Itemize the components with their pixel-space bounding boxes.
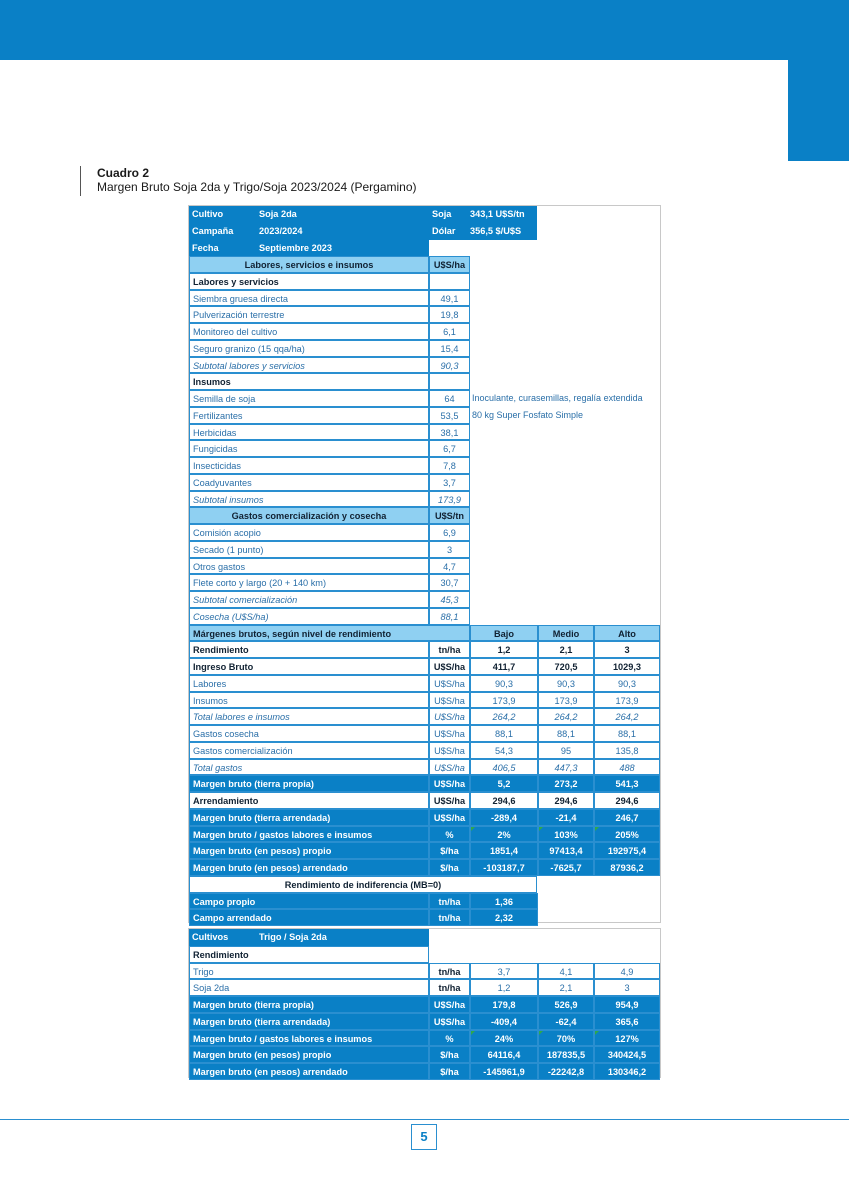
trigo-row-value: 365,6 [594,1013,660,1030]
cell-comment-marker [539,1031,543,1035]
insumos-row-label: Semilla de soja [189,390,429,407]
margenes-row-value: 95 [538,742,594,759]
cell-comment-marker [471,827,475,831]
cultivo-label: Cultivo [189,206,256,223]
trigo-row-label: Margen bruto (en pesos) propio [189,1046,429,1063]
margenes-row-unit: U$S/ha [429,708,470,725]
margenes-row-unit: U$S/ha [429,809,470,826]
margenes-row-value: 97413,4 [538,842,594,859]
margenes-row-value: 1,2 [470,641,538,658]
margenes-row-value: -21,4 [538,809,594,826]
insumos-row-label: Coadyuvantes [189,474,429,491]
cosecha-label: Cosecha (U$S/ha) [189,608,429,625]
trigo-row-value: 64116,4 [470,1046,538,1063]
trigo-row-unit: U$S/ha [429,996,470,1013]
comercializacion-row-label: Otros gastos [189,558,429,575]
trigo-row-unit: % [429,1030,470,1047]
margenes-row-value: 54,3 [470,742,538,759]
campana-value: 2023/2024 [256,223,429,240]
margenes-row-unit: % [429,826,470,843]
margenes-row-label: Total labores e insumos [189,708,429,725]
margenes-row-label: Ingreso Bruto [189,658,429,675]
margenes-row-value: 90,3 [594,675,660,692]
fecha-label: Fecha [189,240,256,256]
comercializacion-row-label: Secado (1 punto) [189,541,429,558]
margenes-row-value: -7625,7 [538,859,594,876]
insumos-row-note: 80 kg Super Fosfato Simple [472,409,584,420]
trigo-row-value: 179,8 [470,996,538,1013]
cell-comment-marker [595,827,599,831]
margenes-row-label: Margen bruto / gastos labores e insumos [189,826,429,843]
fecha-value: Septiembre 2023 [256,240,429,256]
top-banner [0,0,849,60]
soja-label: Soja [429,206,470,223]
comercializacion-row-value: 6,9 [429,524,470,541]
margenes-column-header: Medio [538,625,594,642]
margenes-row-unit: U$S/ha [429,775,470,792]
subtotal-comercializacion-value: 45,3 [429,591,470,608]
insumos-row-label: Fertilizantes [189,407,429,424]
margenes-row-label: Arrendamiento [189,792,429,809]
trigo-row-value: -145961,9 [470,1063,538,1080]
cell-comment-marker [539,827,543,831]
indiferencia-row-label: Campo arrendado [189,909,429,926]
margenes-row-unit: U$S/ha [429,725,470,742]
trigo-row-unit: $/ha [429,1063,470,1080]
trigo-row-value: -22242,8 [538,1063,594,1080]
trigo-row-value: -62,4 [538,1013,594,1030]
trigo-row-label: Margen bruto (en pesos) arrendado [189,1063,429,1080]
margenes-row-value: 103% [538,826,594,843]
labores-row-value: 15,4 [429,340,470,357]
trigo-row-value: 3,7 [470,963,538,980]
insumos-row-value: 7,8 [429,457,470,474]
margenes-row-unit: U$S/ha [429,759,470,776]
margenes-row-label: Margen bruto (en pesos) propio [189,842,429,859]
margenes-row-value: 264,2 [470,708,538,725]
margenes-row-value: 88,1 [470,725,538,742]
indiferencia-row-unit: tn/ha [429,893,470,910]
margenes-row-unit: U$S/ha [429,658,470,675]
campana-label: Campaña [189,223,256,240]
margenes-row-value: 294,6 [470,792,538,809]
rendimiento-label: Rendimiento [189,946,429,963]
side-tab [788,60,849,161]
margenes-row-label: Insumos [189,692,429,709]
trigo-row-value: 2,1 [538,979,594,996]
trigo-row-label: Margen bruto (tierra propia) [189,996,429,1013]
indiferencia-row-value: 2,32 [470,909,538,926]
trigo-row-value: 954,9 [594,996,660,1013]
margenes-row-value: 1851,4 [470,842,538,859]
insumos-row-label: Insecticidas [189,457,429,474]
subtotal-labores-label: Subtotal labores y servicios [189,357,429,374]
cultivos-label: Cultivos [189,929,256,946]
labores-subhead-blank [429,273,470,290]
margenes-row-value: 720,5 [538,658,594,675]
margenes-row-unit: U$S/ha [429,692,470,709]
soja-value: 343,1 U$S/tn [470,206,537,223]
comercializacion-row-value: 30,7 [429,574,470,591]
labores-row-value: 49,1 [429,290,470,307]
labores-subhead: Labores y servicios [189,273,429,290]
trigo-row-unit: U$S/ha [429,1013,470,1030]
margenes-row-value: -103187,7 [470,859,538,876]
margenes-row-value: 541,3 [594,775,660,792]
comercializacion-title: Gastos comercialización y cosecha [189,507,429,524]
margenes-row-unit: $/ha [429,859,470,876]
margenes-row-value: 135,8 [594,742,660,759]
footer-line [0,1119,849,1120]
margenes-row-value: 294,6 [538,792,594,809]
margenes-row-value: 88,1 [594,725,660,742]
margenes-row-value: 246,7 [594,809,660,826]
margenes-row-value: 87936,2 [594,859,660,876]
cultivos-value: Trigo / Soja 2da [256,929,429,946]
indiferencia-title: Rendimiento de indiferencia (MB=0) [189,876,537,893]
margenes-row-unit: U$S/ha [429,675,470,692]
insumos-row-value: 64 [429,390,470,407]
cosecha-value: 88,1 [429,608,470,625]
comercializacion-row-label: Flete corto y largo (20 + 140 km) [189,574,429,591]
subtotal-insumos-label: Subtotal insumos [189,491,429,508]
margenes-row-value: 5,2 [470,775,538,792]
margenes-row-value: 406,5 [470,759,538,776]
margenes-row-label: Total gastos [189,759,429,776]
comercializacion-row-label: Comisión acopio [189,524,429,541]
margenes-row-value: 264,2 [594,708,660,725]
trigo-row-label: Margen bruto / gastos labores e insumos [189,1030,429,1047]
trigo-row-value: 187835,5 [538,1046,594,1063]
insumos-subhead-blank [429,373,470,390]
cell-comment-marker [471,1031,475,1035]
table-caption [80,166,417,196]
insumos-row-label: Fungicidas [189,440,429,457]
margenes-row-label: Margen bruto (tierra arrendada) [189,809,429,826]
comercializacion-row-value: 3 [429,541,470,558]
labores-section-unit: U$S/ha [429,256,470,273]
margenes-row-value: 294,6 [594,792,660,809]
trigo-row-value: 340424,5 [594,1046,660,1063]
margenes-row-value: 1029,3 [594,658,660,675]
labores-row-value: 6,1 [429,323,470,340]
margenes-row-unit: tn/ha [429,641,470,658]
comercializacion-unit: U$S/tn [429,507,470,524]
margenes-row-value: 205% [594,826,660,843]
indiferencia-row-value: 1,36 [470,893,538,910]
insumos-row-value: 6,7 [429,440,470,457]
caption-title: Cuadro 2 [97,166,150,180]
trigo-row-value: 1,2 [470,979,538,996]
margenes-row-label: Labores [189,675,429,692]
margenes-row-value: 2,1 [538,641,594,658]
margenes-row-label: Gastos comercialización [189,742,429,759]
trigo-row-value: 127% [594,1030,660,1047]
trigo-row-value: 130346,2 [594,1063,660,1080]
cultivo-value: Soja 2da [256,206,429,223]
insumos-row-label: Herbicidas [189,424,429,441]
margenes-row-unit: U$S/ha [429,742,470,759]
margenes-row-value: -289,4 [470,809,538,826]
dolar-label: Dólar [429,223,470,240]
trigo-row-value: -409,4 [470,1013,538,1030]
subtotal-labores-value: 90,3 [429,357,470,374]
caption-subtitle: Margen Bruto Soja 2da y Trigo/Soja 2023/2024 (Pergamino) [97,180,417,194]
labores-row-label: Seguro granizo (15 qqa/ha) [189,340,429,357]
margenes-row-label: Margen bruto (tierra propia) [189,775,429,792]
margenes-row-value: 173,9 [470,692,538,709]
trigo-row-label: Trigo [189,963,429,980]
indiferencia-row-unit: tn/ha [429,909,470,926]
trigo-row-value: 4,9 [594,963,660,980]
margenes-row-value: 3 [594,641,660,658]
trigo-row-unit: tn/ha [429,963,470,980]
margenes-column-header: Bajo [470,625,538,642]
trigo-row-label: Margen bruto (tierra arrendada) [189,1013,429,1030]
insumos-row-value: 38,1 [429,424,470,441]
page-number: 5 [411,1124,437,1150]
dolar-value: 356,5 $/U$S [470,223,537,240]
subtotal-insumos-value: 173,9 [429,491,470,508]
margenes-row-label: Margen bruto (en pesos) arrendado [189,859,429,876]
trigo-row-value: 24% [470,1030,538,1047]
labores-section-title: Labores, servicios e insumos [189,256,429,273]
trigo-row-label: Soja 2da [189,979,429,996]
margenes-row-value: 173,9 [594,692,660,709]
comercializacion-row-value: 4,7 [429,558,470,575]
margenes-row-value: 173,9 [538,692,594,709]
cell-comment-marker [595,1031,599,1035]
trigo-row-value: 70% [538,1030,594,1047]
insumos-row-value: 3,7 [429,474,470,491]
margenes-title: Márgenes brutos, según nivel de rendimiento [189,625,470,642]
trigo-row-value: 4,1 [538,963,594,980]
margenes-row-value: 90,3 [470,675,538,692]
margenes-row-label: Rendimiento [189,641,429,658]
margenes-row-label: Gastos cosecha [189,725,429,742]
subtotal-comercializacion-label: Subtotal comercialización [189,591,429,608]
trigo-row-value: 526,9 [538,996,594,1013]
margenes-row-value: 447,3 [538,759,594,776]
margenes-row-value: 411,7 [470,658,538,675]
margenes-row-unit: $/ha [429,842,470,859]
margenes-row-value: 88,1 [538,725,594,742]
margenes-row-unit: U$S/ha [429,792,470,809]
margenes-row-value: 192975,4 [594,842,660,859]
margenes-row-value: 90,3 [538,675,594,692]
trigo-row-value: 3 [594,979,660,996]
insumos-row-note: Inoculante, curasemillas, regalía extendida [472,393,643,403]
margenes-row-value: 488 [594,759,660,776]
margenes-row-value: 2% [470,826,538,843]
insumos-row-value: 53,5 [429,407,470,424]
margenes-row-value: 264,2 [538,708,594,725]
labores-row-value: 19,8 [429,306,470,323]
indiferencia-row-label: Campo propio [189,893,429,910]
trigo-row-unit: $/ha [429,1046,470,1063]
labores-row-label: Siembra gruesa directa [189,290,429,307]
labores-row-label: Pulverización terrestre [189,306,429,323]
labores-row-label: Monitoreo del cultivo [189,323,429,340]
trigo-row-unit: tn/ha [429,979,470,996]
margenes-row-value: 273,2 [538,775,594,792]
insumos-subhead: Insumos [189,373,429,390]
margenes-column-header: Alto [594,625,660,642]
